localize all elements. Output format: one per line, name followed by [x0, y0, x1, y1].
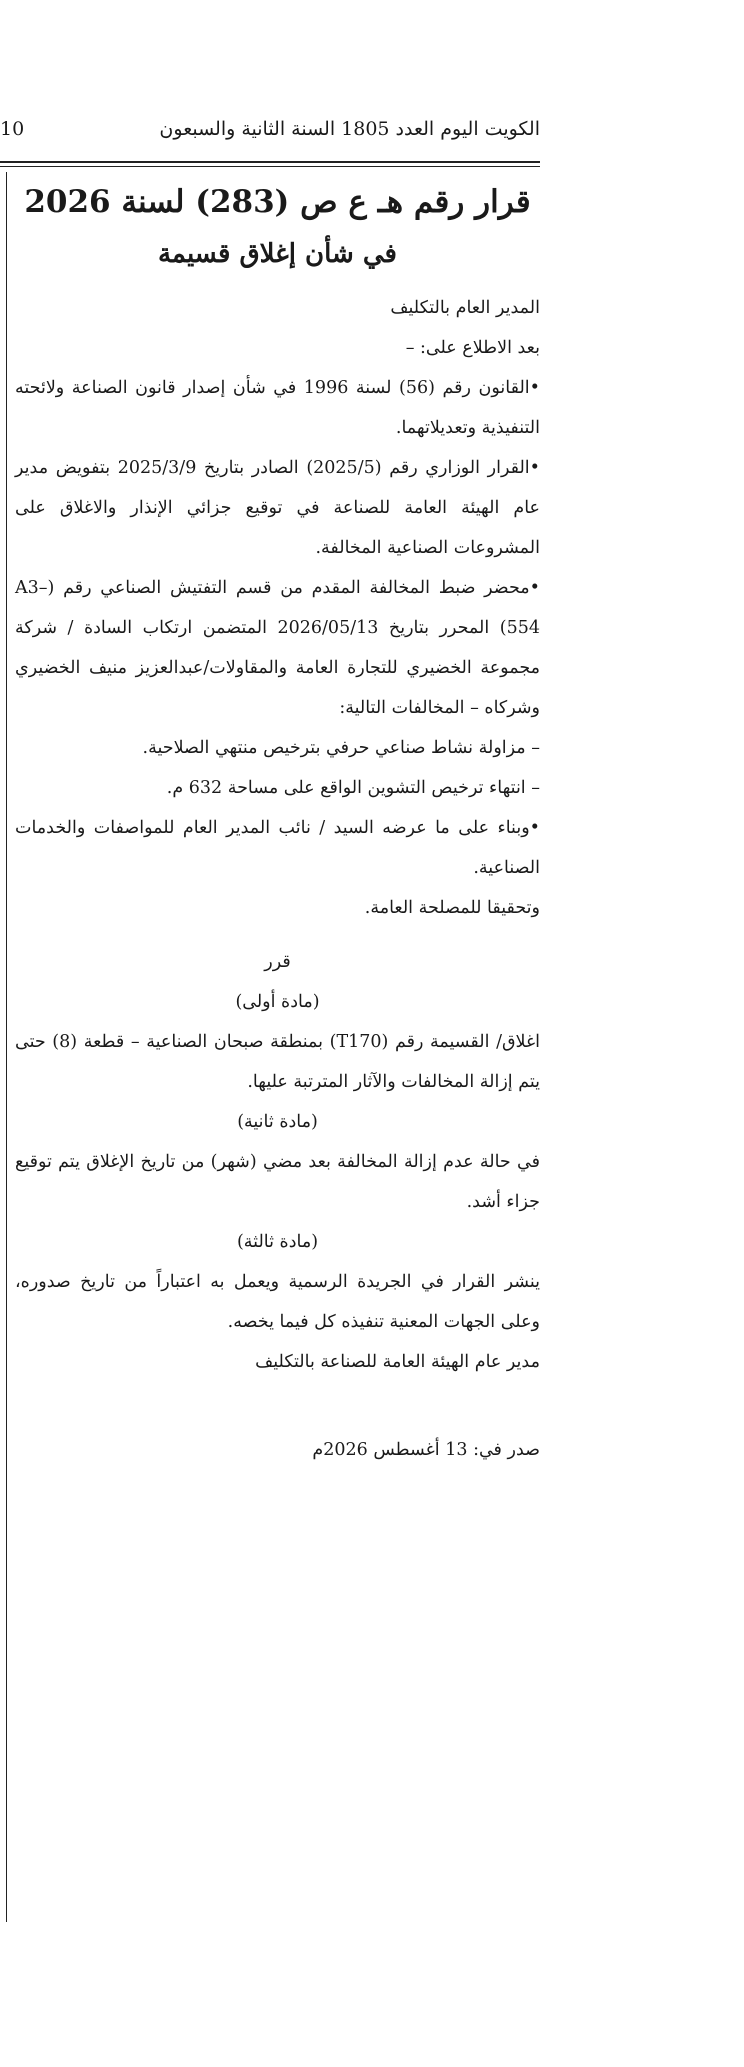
article-2-heading: (مادة ثانية)	[237, 1112, 318, 1132]
recital-item-4: • وبناء على ما عرضه السيد / نائب المدير العام للمواصفات والخدمات الصناعية.	[15, 808, 540, 888]
decision-title: قرار رقم هـ ع ص (283) لسنة 2026	[24, 184, 531, 220]
issued-date: صدر في: 13 أغسطس 2026م	[312, 1440, 540, 1460]
preamble-line: بعد الاطلاع على: –	[405, 338, 540, 358]
violation-2: – انتهاء ترخيص التشوين الواقع على مساحة 632 م.	[166, 778, 540, 798]
page-number: 10	[0, 118, 25, 140]
violation-1: – مزاولة نشاط صناعي حرفي بترخيص منتهي الصلاحية.	[142, 738, 540, 758]
decision-body	[15, 180, 540, 1470]
header-rule-thin	[0, 166, 540, 167]
column-divider	[6, 172, 7, 1922]
article-2-text: في حالة عدم إزالة المخالفة بعد مضي (شهر) من تاريخ الإغلاق يتم توقيع جزاء أشد.	[15, 1152, 540, 1212]
article-1-text: اغلاق/ القسيمة رقم (T170) بمنطقة صبحان الصناعية – قطعة (8) حتى يتم إزالة المخالفات والآثار المترتبة عليها.	[15, 1032, 540, 1092]
article-3-text: ينشر القرار في الجريدة الرسمية ويعمل به اعتباراً من تاريخ صدوره، وعلى الجهات المعنية تنفيذه كل فيما يخصه.	[15, 1272, 540, 1332]
recital-item-3: • محضر ضبط المخالفة المقدم من قسم التفتيش الصناعي رقم (A3–554) المحرر بتاريخ 2026/05/13 المتضمن ارتكاب السادة / شركة مجموعة الخضيري للتجارة العامة والمقاولات/عبدالعزيز منيف الخضيري وشركاه – المخالفات التالية:	[15, 568, 540, 728]
header-rule-thick	[0, 161, 540, 163]
issuer-line: المدير العام بالتكليف	[390, 298, 540, 318]
running-header	[0, 118, 540, 148]
decision-subtitle: في شأن إغلاق قسيمة	[157, 239, 397, 269]
public-interest-line: وتحقيقا للمصلحة العامة.	[364, 898, 540, 918]
signatory-line: مدير عام الهيئة العامة للصناعة بالتكليف	[255, 1352, 540, 1372]
article-1-heading: (مادة أولى)	[235, 992, 320, 1012]
decided-heading: قرر	[264, 952, 291, 972]
recital-item-2: • القرار الوزاري رقم (2025/5) الصادر بتاريخ 2025/3/9 بتفويض مدير عام الهيئة العامة للصناعة في توقيع جزائي الإنذار والاغلاق على المشروعات الصناعية المخالفة.	[15, 448, 540, 568]
recital-item-1: • القانون رقم (56) لسنة 1996 في شأن إصدار قانون الصناعة ولائحته التنفيذية وتعديلاتهما.	[15, 368, 540, 448]
article-3-heading: (مادة ثالثة)	[236, 1232, 319, 1252]
running-title: الكويت اليوم العدد 1805 السنة الثانية والسبعون	[159, 118, 540, 140]
